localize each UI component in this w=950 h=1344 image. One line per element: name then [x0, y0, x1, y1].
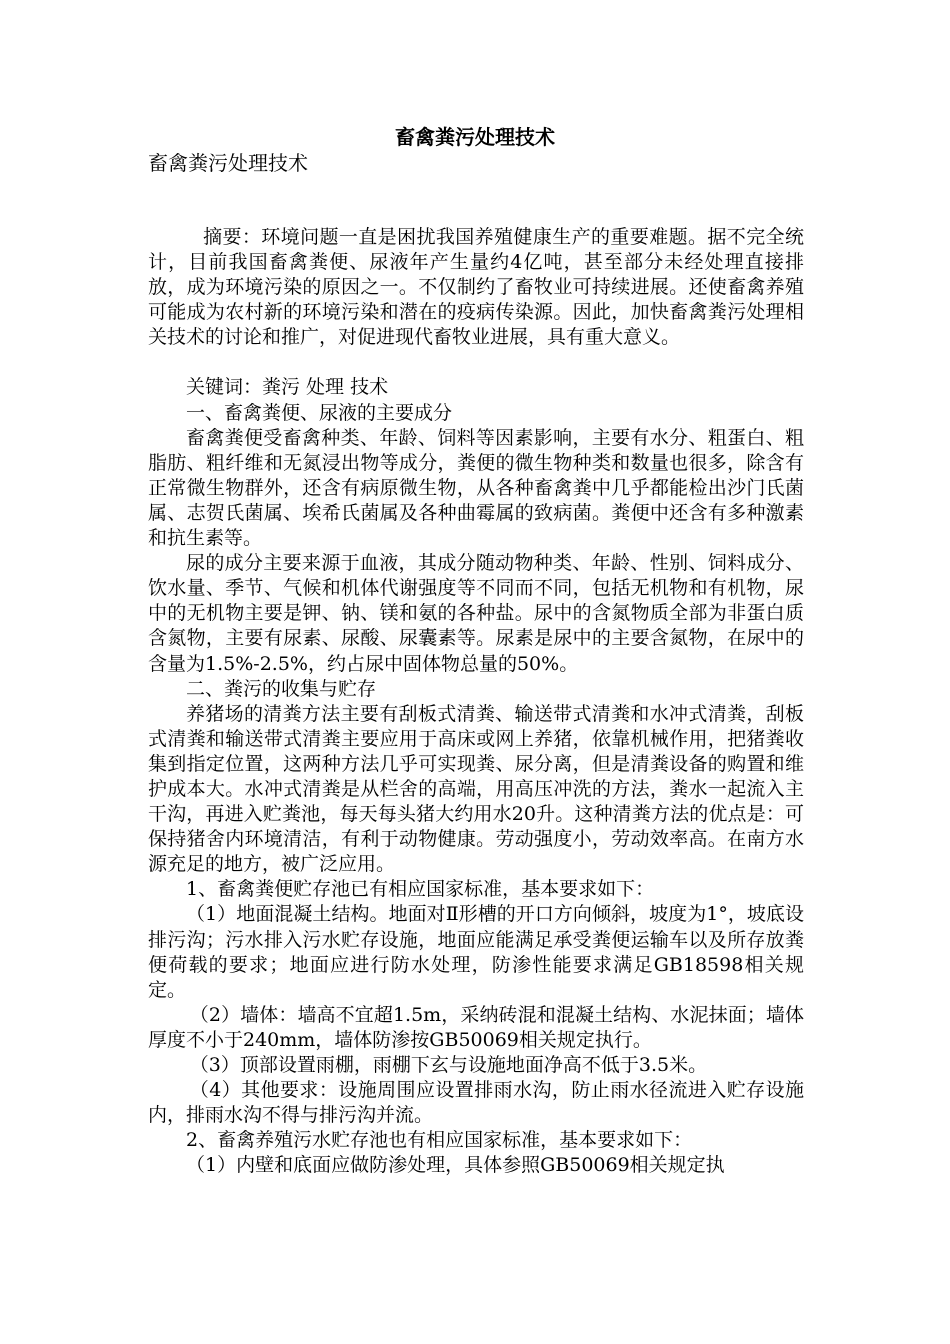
sub-list-item: （2）墙体：墙高不宜超1.5m，采纳砖混和混凝土结构、水泥抹面；墙体厚度不小于240mm，墙体防渗按GB50069相关规定执行。 [148, 1003, 804, 1051]
list-item: 2、畜禽养殖污水贮存池也有相应国家标准，基本要求如下： [186, 1129, 693, 1152]
document-body [148, 200, 804, 1178]
sub-list-item: （3）顶部设置雨棚，雨棚下玄与设施地面净高不低于3.5米。 [189, 1054, 708, 1076]
section-heading: 一、畜禽粪便、尿液的主要成分 [186, 401, 453, 424]
sub-list-item: （4）其他要求：设施周围应设置排雨水沟，防止雨水径流进入贮存设施内，排雨水沟不得与排污沟并流。 [148, 1079, 804, 1127]
section-heading: 二、粪污的收集与贮存 [186, 677, 377, 700]
sub-list-item: （1）内壁和底面应做防渗处理，具体参照GB50069相关规定执 [186, 1154, 725, 1177]
sub-list-item: （1）地面混凝土结构。地面对Ⅱ形槽的开口方向倾斜，坡度为1°，坡底设排污沟；污水排入污水贮存设施，地面应能满足承受粪便运输车以及所存放粪便荷载的要求；地面应进行防水处理，防渗性能要求满足GB18598相关规定。 [148, 903, 804, 1001]
body-paragraph: 畜禽粪便受畜禽种类、年龄、饲料等因素影响，主要有水分、粗蛋白、粗脂肪、粗纤维和无氮浸出物等成分，粪便的微生物种类和数量也很多，除含有正常微生物群外，还含有病原微生物，从各种畜禽粪中几乎都能检出沙门氏菌属、志贺氏菌属、埃希氏菌属及各种曲霉属的致病菌。粪便中还含有多种激素和抗生素等。 [148, 426, 804, 550]
document-subtitle: 畜禽粪污处理技术 [148, 151, 308, 175]
document-title: 畜禽粪污处理技术 [395, 125, 555, 149]
keywords-line: 关键词：粪污 处理 技术 [186, 376, 389, 399]
body-paragraph: 养猪场的清粪方法主要有刮板式清粪、输送带式清粪和水冲式清粪，刮板式清粪和输送带式清粪主要应用于高床或网上养猪，依靠机械作用，把猪粪收集到指定位置，这两种方法几乎可实现粪、尿分离，但是清粪设备的购置和维护成本大。水冲式清粪是从栏舍的高端，用高压冲洗的方法，粪水一起流入主干沟，再进入贮粪池，每天每头猪大约用水20升。这种清粪方法的优点是：可保持猪舍内环境清洁，有利于动物健康。劳动强度小，劳动效率高。在南方水源充足的地方，被广泛应用。 [148, 702, 804, 876]
body-paragraph: 尿的成分主要来源于血液，其成分随动物种类、年龄、性别、饲料成分、饮水量、季节、气候和机体代谢强度等不同而不同，包括无机物和有机物，尿中的无机物主要是钾、钠、镁和氨的各种盐。尿中的含氮物质全部为非蛋白质含氮物，主要有尿素、尿酸、尿囊素等。尿素是尿中的主要含氮物，在尿中的含量为1.5%-2.5%，约占尿中固体物总量的50%。 [148, 552, 804, 675]
abstract-paragraph: 摘要：环境问题一直是困扰我国养殖健康生产的重要难题。据不完全统计，目前我国畜禽粪便、尿液年产生量约4亿吨，甚至部分未经处理直接排放，成为环境污染的原因之一。不仅制约了畜牧业可持续进展。还使畜禽养殖可能成为农村新的环境污染和潜在的疫病传染源。因此，加快畜禽粪污处理相关技术的讨论和推广，对促进现代畜牧业进展，具有重大意义。 [148, 226, 804, 349]
list-item: 1、畜禽粪便贮存池已有相应国家标准，基本要求如下： [186, 878, 655, 901]
